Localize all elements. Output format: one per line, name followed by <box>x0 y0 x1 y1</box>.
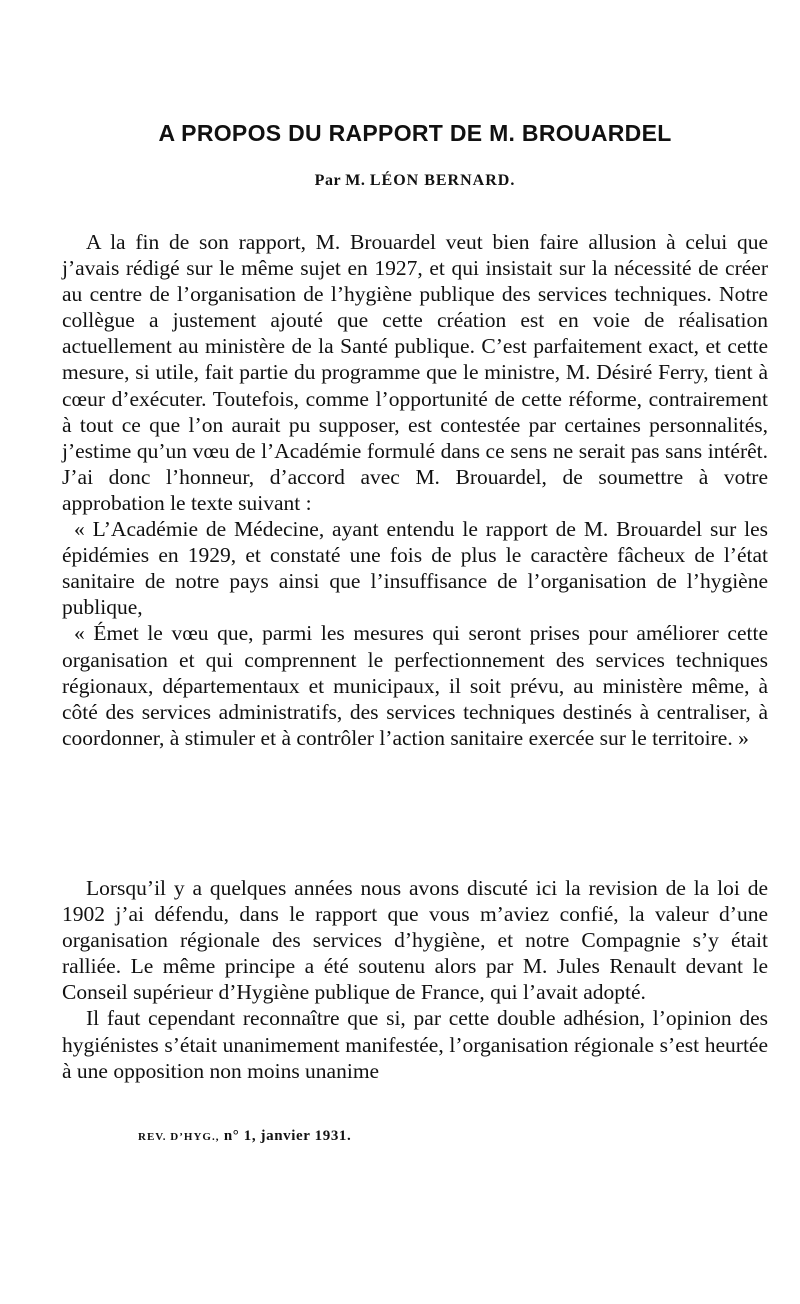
quote-paragraph-2: « Émet le vœu que, parmi les mesures qui seront prises pour améliorer cette organisation et qui comprennent le perfectionnement des services techniques régionaux, départementaux et municipaux, il soit prévu, au ministère même, à côté des services administratifs, des services techniques destinés à centraliser, à coordonner, à stimuler et à contrôler l’action sanitaire exercée sur le territoire. » <box>62 621 768 750</box>
paragraph-2: Lorsqu’il y a quelques années nous avons discuté ici la revision de la loi de 1902 j’ai défendu, dans le rapport que vous m’aviez confié, la valeur d’une organisation régionale des services d’hygiène, et notre Compagnie s’y était ralliée. Le même principe a été soutenu alors par M. Jules Renault devant le Conseil supérieur d’Hygiène publique de France, qui l’avait adopté. <box>62 876 768 1005</box>
byline-prefix: Par M. <box>314 172 366 189</box>
author-name: LÉON BERNARD. <box>369 172 516 189</box>
document-page <box>62 0 768 1304</box>
journal-name: REV. D’HYG., <box>138 1131 220 1143</box>
body-block-1 <box>62 229 768 751</box>
body-block-2 <box>62 875 768 1084</box>
quote-paragraph-1: « L’Académie de Médecine, ayant entendu le rapport de M. Brouardel sur les épidémies en 1929, et constaté une fois de plus le caractère fâcheux de l’état sanitaire de notre pays ainsi que l’insuffisance de l’organisation de l’hygiène publique, <box>62 517 768 620</box>
journal-issue: n° 1, janvier 1931. <box>223 1128 352 1144</box>
paragraph-3: Il faut cependant reconnaître que si, par cette double adhésion, l’opinion des hygiénistes s’était unanimement manifestée, l’organisation régionale s’est heurtée à une opposition non moins unanime <box>62 1006 768 1083</box>
paragraph-1: A la fin de son rapport, M. Brouardel veut bien faire allusion à celui que j’avais rédigé sur le même sujet en 1927, et qui insistait sur la nécessité de créer au centre de l’organisation de l’hygiène publique des services techniques. Notre collègue a justement ajouté que cette création est en voie de réalisation actuellement au ministère de la Santé publique. C’est parfaitement exact, et cette mesure, si utile, fait partie du programme que le ministre, M. Désiré Ferry, tient à cœur d’exécuter. Toutefois, comme l’opportunité de cette réforme, contrairement à tout ce que l’on aurait pu supposer, est contestée par certaines personnalités, j’estime qu’un vœu de l’Académie formulé dans ce sens ne serait pas sans intérêt. J’ai donc l’honneur, d’accord avec M. Brouardel, de soumettre à votre approbation le texte suivant : <box>62 230 768 515</box>
article-title: A PROPOS DU RAPPORT DE M. BROUARDEL <box>158 120 672 146</box>
journal-footer <box>138 1128 351 1145</box>
article-byline <box>62 172 768 190</box>
